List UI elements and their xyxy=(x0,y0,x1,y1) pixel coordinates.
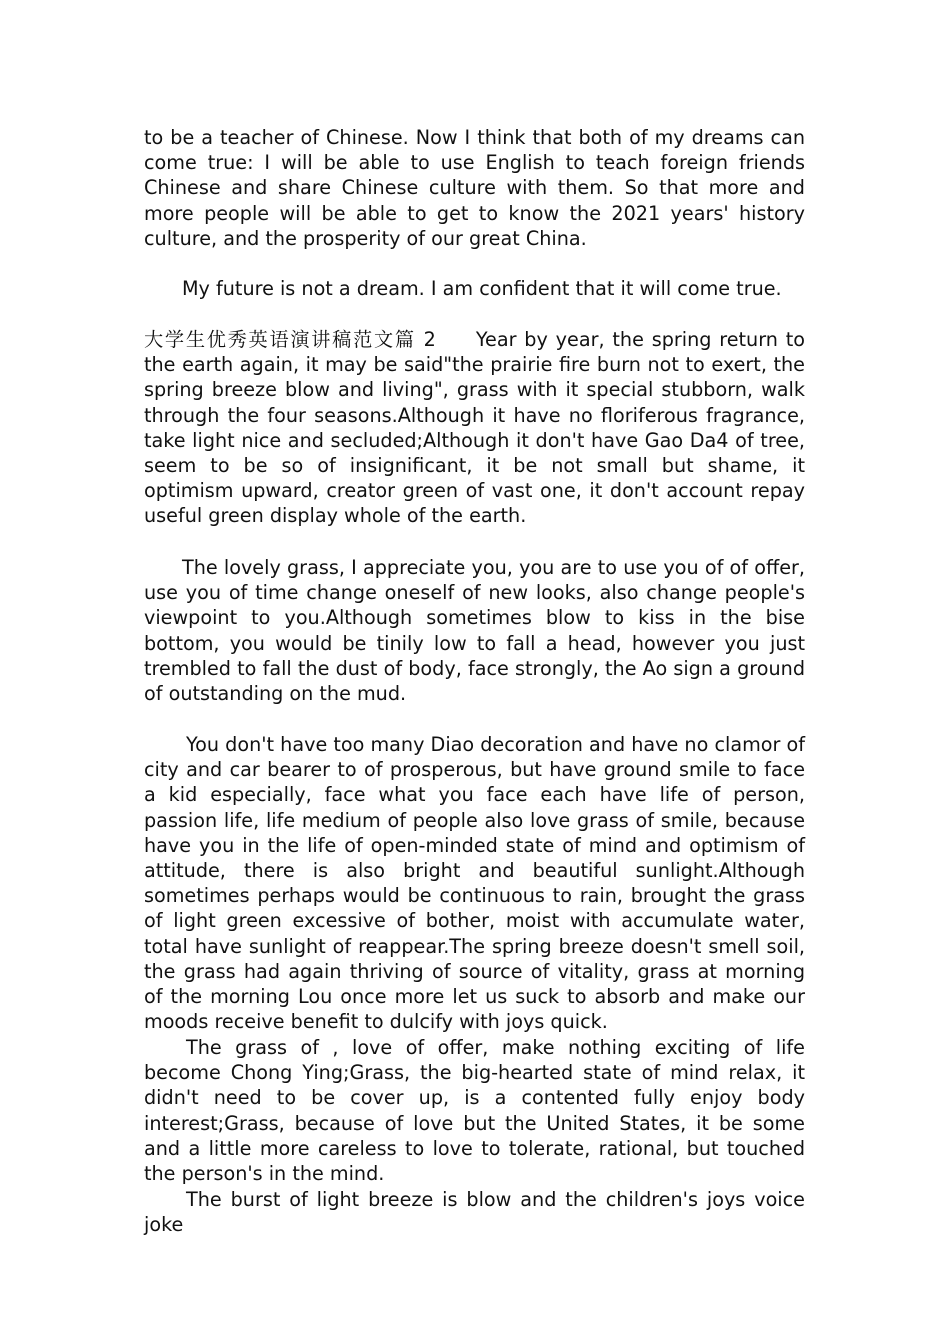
paragraph-diao-decoration: You don't have too many Diao decoration and have no clamor of city and car bearer to of prosperous, but have ground smile to face a kid especially, face what you face each have life of person, passion life, life medium of people also love grass of smile, because have you in the life of open-minded state of mind and optimism of attitude, there is also bright and beautiful sunlight.Although sometimes perhaps would be continuous to rain, brought the grass of light green excessive of bother, moist with accumulate water, total have sunlight of reappear.The spring breeze doesn't smell soil, the grass had again thriving of source of vitality, grass at morning of the morning Lou once more let us suck to absorb and make our moods receive benefit to dulcify with joys quick. xyxy=(144,733,805,1034)
paragraph-spring-grass-text: Year by year, the spring return to the earth again, it may be said"the prairie fire burn not to exert, the spring breeze blow and living", grass with it special stubborn, walk through the four seasons.Although it have no floriferous fragrance, take light nice and secluded;Although it don't have Gao Da4 of tree, seem to be so of insignificant, it be not small but shame, it optimism upward, creator green of vast one, it don't account repay useful green display whole of the earth. xyxy=(144,328,806,528)
paragraph-speech-2-intro xyxy=(144,327,805,529)
paragraph-grass-offer: The grass of , love of offer, make nothing exciting of life become Chong Ying;Grass, the big-hearted state of mind relax, it didn't need to be cover up, is a contented fully enjoy body interest;Grass, because of love but the United States, it be some and a little more careless to love to tolerate, rational, but touched the person's in the mind. xyxy=(144,1036,805,1186)
paragraph-future-not-dream: My future is not a dream. I am confident that it will come true. xyxy=(182,277,782,300)
paragraph-dream-teacher: to be a teacher of Chinese. Now I think that both of my dreams can come true: I will be able to use English to teach foreign friends Chinese and share Chinese culture with them. So that more and more people will be able to get to know the 2021 years' history culture, and the prosperity of our great China. xyxy=(144,126,805,250)
paragraph-lovely-grass: The lovely grass, I appreciate you, you are to use you of of offer, use you of time change oneself of new looks, also change people's viewpoint to you.Although sometimes blow to kiss in the bise bottom, you would be tinily low to fall a head, however you just trembled to fall the dust of body, face strongly, the Ao sign a ground of outstanding on the mud. xyxy=(144,556,805,706)
paragraph-light-breeze: The burst of light breeze is blow and the children's joys voice joke xyxy=(144,1188,805,1237)
section-heading: 大学生优秀英语演讲稿范文篇 2 xyxy=(144,328,436,351)
